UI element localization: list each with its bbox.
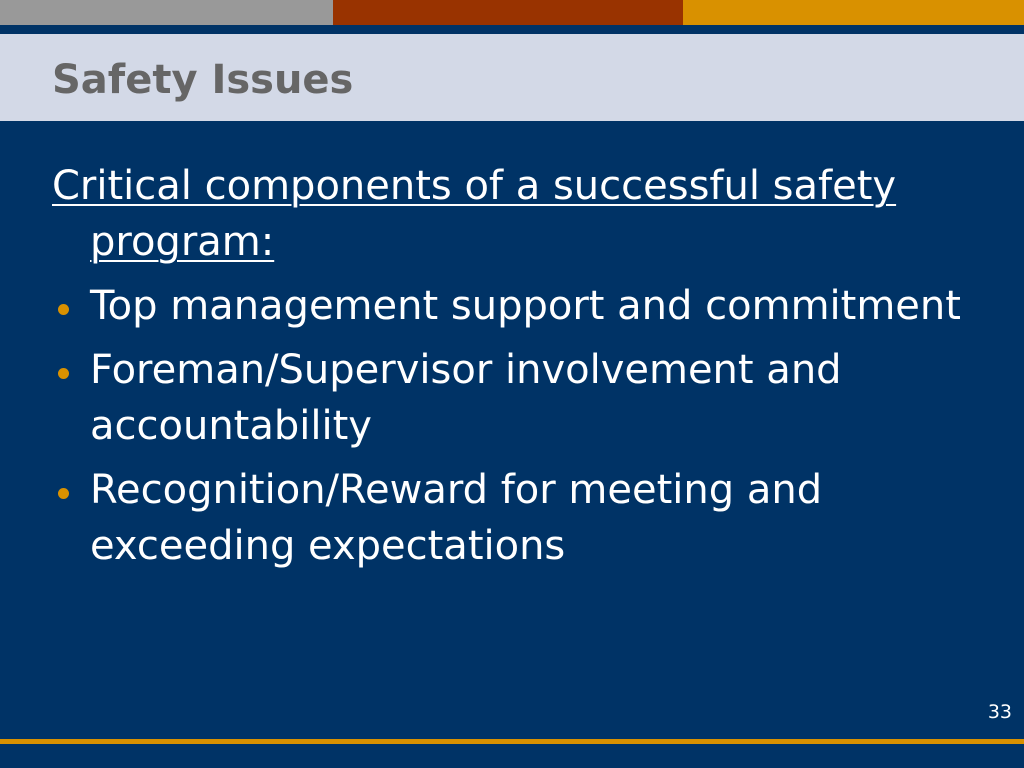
bullet-item	[52, 462, 982, 574]
bullet-item	[52, 278, 982, 334]
top-strip-gray	[0, 0, 333, 25]
bullet-item	[52, 342, 982, 454]
intro-text-underlined: Critical components of a successful safety program:	[52, 163, 897, 265]
bottom-accent-line	[0, 739, 1024, 744]
page-number: 33	[987, 701, 1012, 723]
slide-title: Safety Issues	[52, 57, 354, 103]
top-strip-orange	[683, 0, 1024, 25]
bullet-list	[52, 278, 982, 574]
bullet-text: Foreman/Supervisor involvement and accountability	[90, 347, 842, 449]
intro-text	[52, 158, 982, 270]
bullet-icon	[58, 488, 69, 499]
bullet-icon	[58, 304, 69, 315]
bullet-text: Recognition/Reward for meeting and exceeding expectations	[90, 467, 823, 569]
slide-body	[52, 158, 982, 582]
bullet-icon	[58, 368, 69, 379]
bullet-text: Top management support and commitment	[90, 283, 961, 329]
top-divider	[0, 25, 1024, 34]
top-strip-rust	[333, 0, 683, 25]
